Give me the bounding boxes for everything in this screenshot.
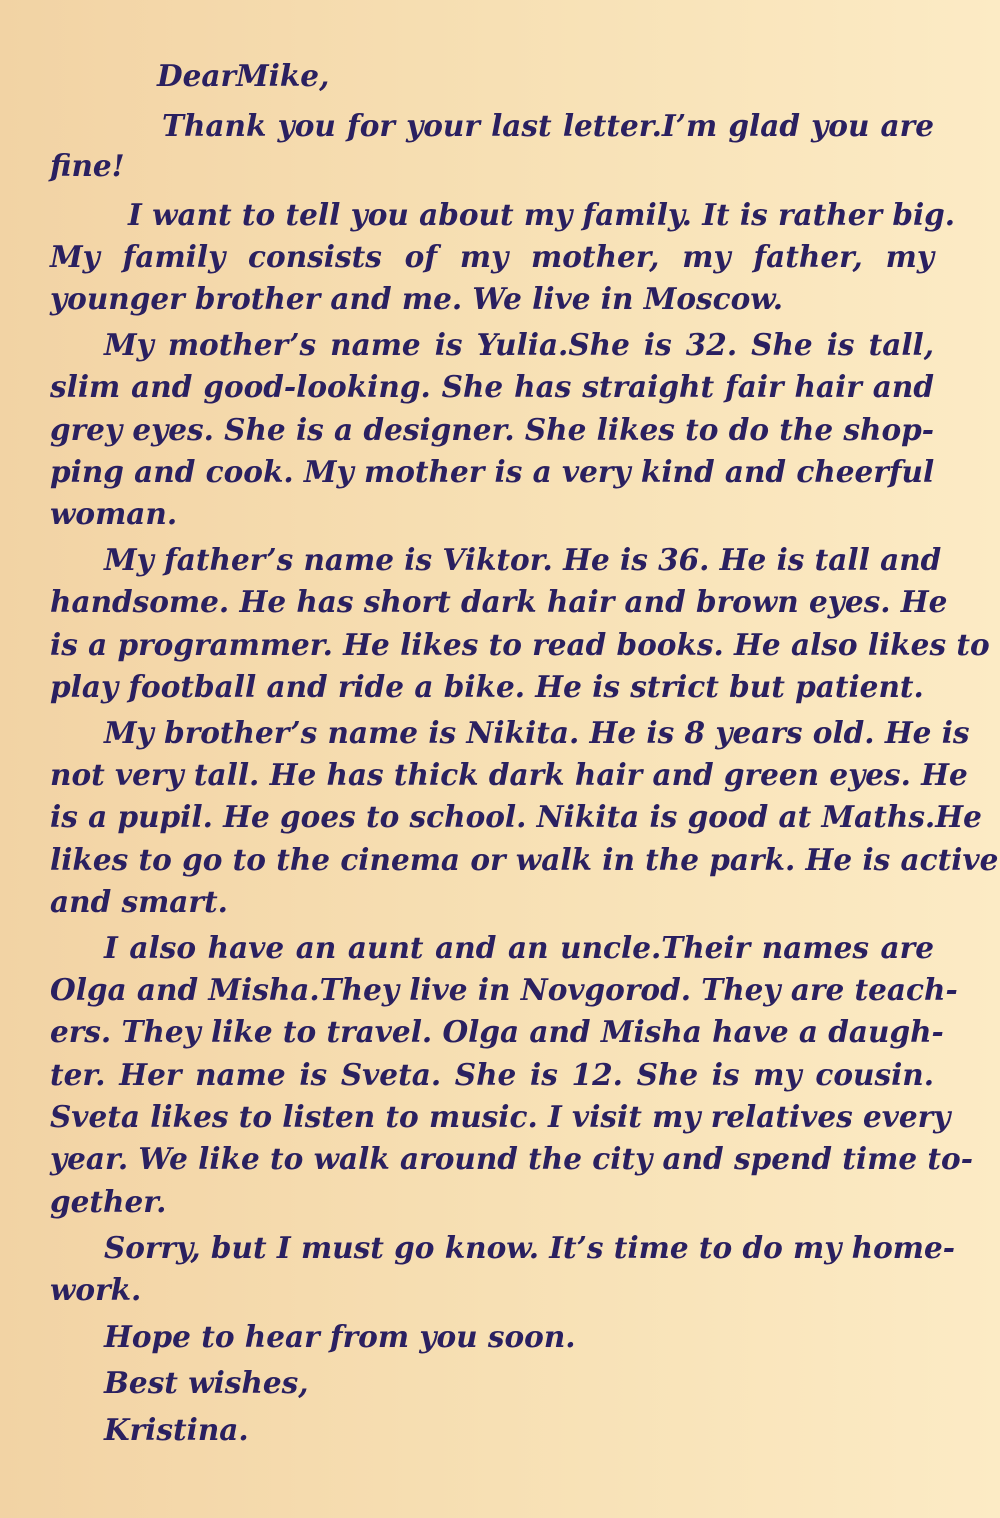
letter-line: My family consists of my mother, my father, my: [50, 239, 934, 274]
letter-line: year. We like to walk around the city and spend time to-: [50, 1141, 973, 1176]
letter-line: fine!: [50, 148, 125, 183]
letter-line: handsome. He has short dark hair and brown eyes. He: [50, 584, 948, 619]
letter-line: woman.: [50, 496, 178, 531]
letter-line: Sveta likes to listen to music. I visit my relatives every: [50, 1099, 951, 1134]
letter-line: Sorry, but I must go know. It’s time to do my home-: [104, 1230, 956, 1265]
letter-line: Olga and Misha.They live in Novgorod. They are teach-: [50, 972, 958, 1007]
letter-line: I also have an aunt and an uncle.Their names are: [104, 930, 934, 965]
letter-line: not very tall. He has thick dark hair and green eyes. He: [50, 757, 968, 792]
letter-line: gether.: [50, 1184, 167, 1219]
letter-line: is a programmer. He likes to read books. He also likes to: [50, 627, 990, 662]
closing-line: Hope to hear from you soon.: [104, 1319, 576, 1354]
regards-line: Best wishes,: [104, 1365, 309, 1400]
letter-line: work.: [50, 1272, 142, 1307]
letter-line: grey eyes. She is a designer. She likes to do the shop-: [50, 412, 935, 447]
letter-line: ping and cook. My mother is a very kind and cheerful: [50, 454, 935, 489]
letter-line: play football and ride a bike. He is strict but patient.: [50, 669, 924, 704]
letter-line: ers. They like to travel. Olga and Misha have a daugh-: [50, 1014, 944, 1049]
letter-line: is a pupil. He goes to school. Nikita is good at Maths.He: [50, 799, 982, 834]
letter-line: My mother’s name is Yulia.She is 32. She is tall,: [104, 327, 934, 362]
letter-line: My father’s name is Viktor. He is 36. He is tall and: [104, 542, 942, 577]
letter-line: likes to go to the cinema or walk in the park. He is active: [50, 842, 999, 877]
letter-line: Thank you for your last letter.I’m glad you are: [162, 108, 934, 143]
greeting: DearMike,: [157, 58, 330, 93]
letter-line: I want to tell you about my family. It is rather big.: [128, 197, 956, 232]
letter-line: and smart.: [50, 884, 228, 919]
letter-line: ter. Her name is Sveta. She is 12. She is my cousin.: [50, 1057, 934, 1092]
letter-line: younger brother and me. We live in Moscow.: [50, 281, 783, 316]
signature: Kristina.: [104, 1412, 249, 1447]
letter-line: My brother’s name is Nikita. He is 8 years old. He is: [104, 715, 970, 750]
letter-line: slim and good-looking. She has straight fair hair and: [50, 369, 934, 404]
